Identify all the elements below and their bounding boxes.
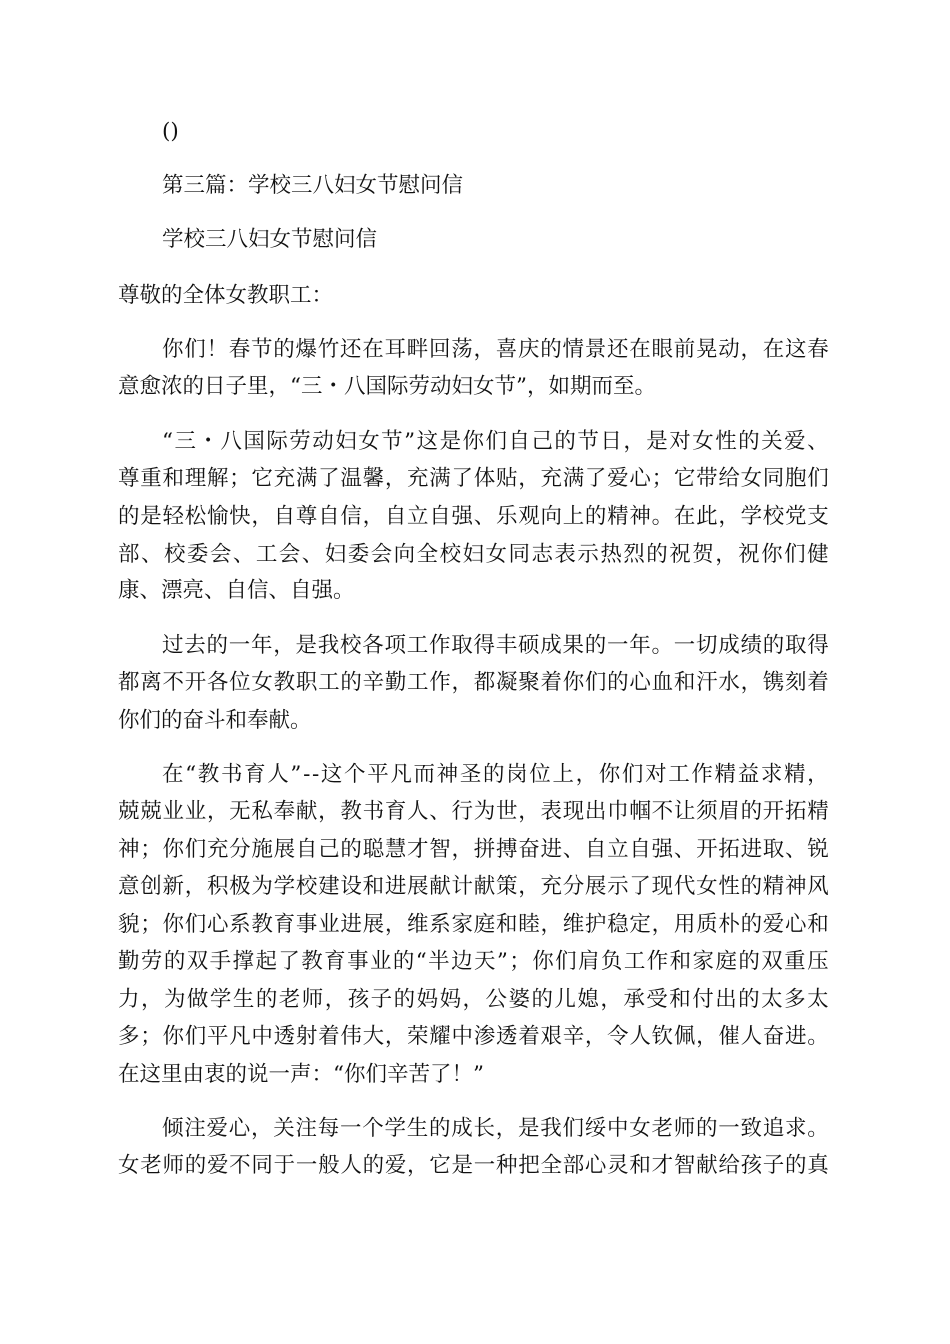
paragraph-line: 力 ， 为 做 学 生 的 老 师 ， 孩 子 的 妈 妈 ， 公 婆 的 儿 媳 ， 承 受 和 付 出 的 太 多 太 [118, 987, 829, 1012]
parentheses-line: () [162, 119, 179, 144]
paragraph-line: 的 是 轻 松 愉 快 ， 自 尊 自 信 ， 自 立 自 强 、 乐 观 向 上 的 精 神 。 在 此 ， 学 校 党 支 [118, 504, 829, 529]
paragraph-line: 倾 注 爱 心 ， 关 注 每 一 个 学 生 的 成 长 ， 是 我 们 绥 中 女 老 师 的 一 致 追 求 。 [162, 1116, 829, 1141]
paragraph-line: 部 、 校 委 会 、 工 会 、 妇 委 会 向 全 校 妇 女 同 志 表 示 热 烈 的 祝 贺 ， 祝 你 们 健 [118, 542, 829, 567]
paragraph-line: 意愈浓的日子里，“三・八国际劳动妇女节”，如期而至。 [118, 374, 656, 399]
paragraph-line: 过 去 的 一 年 ， 是 我 校 各 项 工 作 取 得 丰 硕 成 果 的 一 年 。 一 切 成 绩 的 取 得 [162, 633, 829, 658]
paragraph-line: 尊 重 和 理 解 ； 它 充 满 了 温 馨 ， 充 满 了 体 贴 ， 充 满 了 爱 心 ； 它 带 给 女 同 胞 们 [118, 466, 829, 491]
paragraph-line: 康、漂亮、自信、自强。 [118, 578, 355, 603]
section-heading: 第三篇：学校三八妇女节慰问信 [162, 173, 464, 198]
paragraph-line: 都 离 不 开 各 位 女 教 职 工 的 辛 勤 工 作 ， 都 凝 聚 着 你 们 的 心 血 和 汗 水 ， 镌 刻 着 [118, 670, 829, 695]
letter-title: 学校三八妇女节慰问信 [162, 227, 378, 252]
paragraph-line: 在这里由衷的说一声：“你们辛苦了！” [118, 1062, 484, 1087]
paragraph-line: 兢 兢 业 业 ， 无 私 奉 献 ， 教 书 育 人 、 行 为 世 ， 表 现 出 巾 帼 不 让 须 眉 的 开 拓 精 [118, 799, 829, 824]
paragraph-line: 你们的奋斗和奉献。 [118, 708, 312, 733]
paragraph-line: 神 ； 你 们 充 分 施 展 自 己 的 聪 慧 才 智 ， 拼 搏 奋 进 、 自 立 自 强 、 开 拓 进 取 、 锐 [118, 837, 829, 862]
paragraph-line: 意 创 新 ， 积 极 为 学 校 建 设 和 进 展 献 计 献 策 ， 充 分 展 示 了 现 代 女 性 的 精 神 风 [118, 874, 829, 899]
paragraph-line: 勤 劳 的 双 手 撑 起 了 教 育 事 业 的 “ 半 边 天 ” ； 你 们 肩 负 工 作 和 家 庭 的 双 重 压 [118, 949, 829, 974]
paragraph-line: 貌 ； 你 们 心 系 教 育 事 业 进 展 ， 维 系 家 庭 和 睦 ， 维 护 稳 定 ， 用 质 朴 的 爱 心 和 [118, 912, 829, 937]
paragraph-line: “ 三 ・ 八 国 际 劳 动 妇 女 节 ” 这 是 你 们 自 己 的 节 日 ， 是 对 女 性 的 关 爱 、 [162, 429, 829, 454]
paragraph-line: 你 们 ！ 春 节 的 爆 竹 还 在 耳 畔 回 荡 ， 喜 庆 的 情 景 还 在 眼 前 晃 动 ， 在 这 春 [162, 337, 829, 362]
paragraph-line: 女 老 师 的 爱 不 同 于 一 般 人 的 爱 ， 它 是 一 种 把 全 部 心 灵 和 才 智 献 给 孩 子 的 真 [118, 1153, 829, 1178]
paragraph-line: 多 ； 你 们 平 凡 中 透 射 着 伟 大 ， 荣 耀 中 渗 透 着 艰 辛 ， 令 人 钦 佩 ， 催 人 奋 进 。 [118, 1024, 829, 1049]
salutation: 尊敬的全体女教职工： [118, 283, 334, 308]
paragraph-line: 在 “ 教 书 育 人 ” - - 这 个 平 凡 而 神 圣 的 岗 位 上 ， 你 们 对 工 作 精 益 求 精 ， [162, 762, 829, 787]
